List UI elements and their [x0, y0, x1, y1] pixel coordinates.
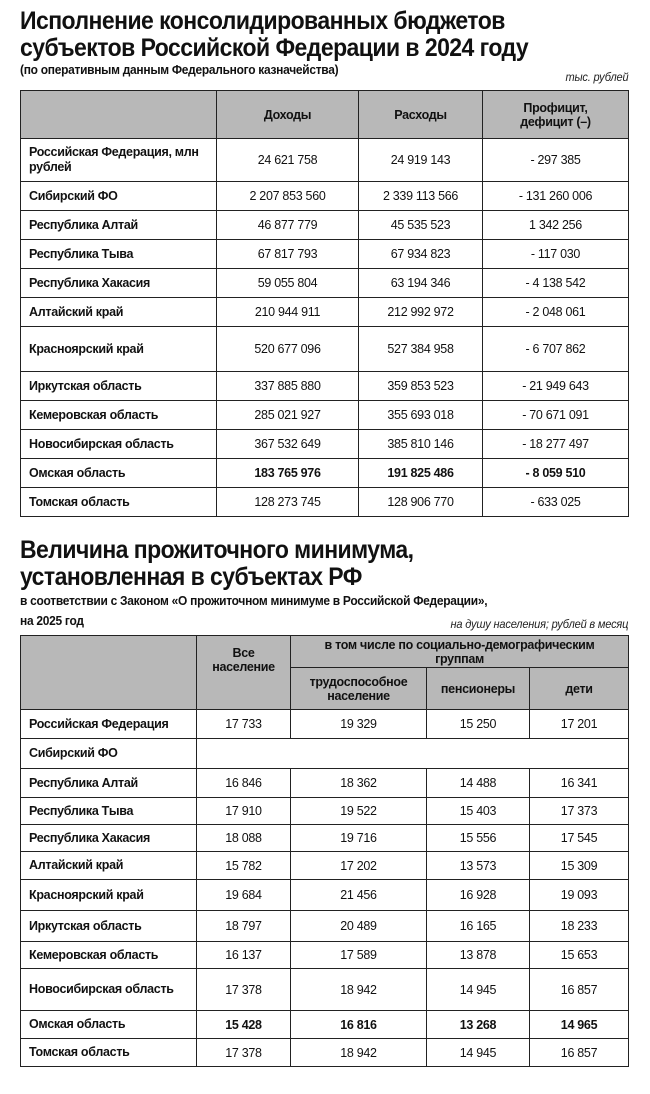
pensioners-cell: 16 928	[427, 880, 530, 911]
budget-row	[21, 401, 629, 430]
balance-cell: - 18 277 497	[483, 430, 629, 459]
region-cell: Республика Тыва	[21, 240, 217, 269]
children-cell: 16 857	[530, 1039, 629, 1067]
children-cell: 18 233	[530, 911, 629, 942]
region-cell: Сибирский ФО	[21, 182, 217, 211]
subsistence-row	[21, 911, 629, 942]
empty-group-cell	[197, 739, 629, 769]
income-cell: 183 765 976	[217, 459, 359, 488]
budget-title	[20, 8, 628, 62]
working-cell: 19 716	[291, 825, 427, 852]
expense-cell: 359 853 523	[359, 372, 483, 401]
subsistence-row	[21, 880, 629, 911]
children-cell: 14 965	[530, 1011, 629, 1039]
subsistence-title	[20, 537, 628, 593]
budget-row	[21, 298, 629, 327]
income-cell: 285 021 927	[217, 401, 359, 430]
budget-row	[21, 139, 629, 182]
all-population-cell: 17 910	[197, 798, 291, 825]
expense-cell: 355 693 018	[359, 401, 483, 430]
header-balance: Профицит, дефицит (–)	[483, 91, 629, 139]
region-cell: Республика Хакасия	[21, 269, 217, 298]
pensioners-cell: 15 556	[427, 825, 530, 852]
expense-cell: 191 825 486	[359, 459, 483, 488]
children-cell: 19 093	[530, 880, 629, 911]
subsistence-subtitle-line2: на 2025 год	[20, 613, 84, 628]
pensioners-cell: 14 488	[427, 769, 530, 798]
subsistence-section	[20, 537, 628, 1067]
region-cell: Республика Хакасия	[21, 825, 197, 852]
budget-row	[21, 182, 629, 211]
subsistence-row	[21, 1011, 629, 1039]
all-population-cell: 15 428	[197, 1011, 291, 1039]
region-cell: Кемеровская область	[21, 401, 217, 430]
pensioners-cell: 13 878	[427, 942, 530, 969]
balance-cell: - 297 385	[483, 139, 629, 182]
region-cell: Российская Федерация, млн рублей	[21, 139, 217, 182]
region-cell: Кемеровская область	[21, 942, 197, 969]
working-cell: 17 589	[291, 942, 427, 969]
balance-cell: - 21 949 643	[483, 372, 629, 401]
budget-section	[20, 8, 628, 517]
expense-cell: 527 384 958	[359, 327, 483, 372]
budget-row	[21, 430, 629, 459]
region-cell: Новосибирская область	[21, 430, 217, 459]
region-cell: Республика Алтай	[21, 769, 197, 798]
expense-cell: 63 194 346	[359, 269, 483, 298]
header-region	[21, 636, 197, 710]
balance-cell: - 6 707 862	[483, 327, 629, 372]
children-cell: 16 341	[530, 769, 629, 798]
region-cell: Иркутская область	[21, 911, 197, 942]
subsistence-title-line2: установленная в субъектах РФ	[20, 563, 362, 591]
header-group: в том числе по социально-демографическим группам	[291, 636, 629, 668]
expense-cell: 128 906 770	[359, 488, 483, 517]
subsistence-unit-label: на душу населения; рублей в месяц	[450, 617, 628, 631]
subsistence-row	[21, 1039, 629, 1067]
income-cell: 520 677 096	[217, 327, 359, 372]
all-population-cell: 15 782	[197, 852, 291, 880]
pensioners-cell: 14 945	[427, 1039, 530, 1067]
region-cell: Красноярский край	[21, 327, 217, 372]
income-cell: 367 532 649	[217, 430, 359, 459]
region-cell: Республика Алтай	[21, 211, 217, 240]
region-cell: Республика Тыва	[21, 798, 197, 825]
working-cell: 21 456	[291, 880, 427, 911]
balance-cell: - 117 030	[483, 240, 629, 269]
header-region	[21, 91, 217, 139]
balance-cell: - 8 059 510	[483, 459, 629, 488]
budget-unit-label: тыс. рублей	[565, 70, 628, 84]
children-cell: 17 201	[530, 710, 629, 739]
balance-cell: - 633 025	[483, 488, 629, 517]
children-cell: 15 309	[530, 852, 629, 880]
expense-cell: 67 934 823	[359, 240, 483, 269]
budget-row	[21, 327, 629, 372]
expense-cell: 212 992 972	[359, 298, 483, 327]
region-cell: Алтайский край	[21, 298, 217, 327]
expense-cell: 45 535 523	[359, 211, 483, 240]
header-income: Доходы	[217, 91, 359, 139]
children-cell: 17 373	[530, 798, 629, 825]
all-population-cell: 17 733	[197, 710, 291, 739]
budget-row	[21, 240, 629, 269]
region-cell: Иркутская область	[21, 372, 217, 401]
working-cell: 18 942	[291, 1039, 427, 1067]
region-cell: Алтайский край	[21, 852, 197, 880]
all-population-cell: 18 797	[197, 911, 291, 942]
income-cell: 128 273 745	[217, 488, 359, 517]
all-population-cell: 16 846	[197, 769, 291, 798]
pensioners-cell: 13 573	[427, 852, 530, 880]
pensioners-cell: 13 268	[427, 1011, 530, 1039]
subsistence-table	[20, 635, 629, 1067]
pensioners-cell: 15 250	[427, 710, 530, 739]
subsistence-row	[21, 969, 629, 1011]
subsistence-subtitle-line1: в соответствии с Законом «О прожиточном минимуме в Российской Федерации»,	[20, 593, 488, 608]
budget-row	[21, 459, 629, 488]
subsistence-row	[21, 825, 629, 852]
region-cell: Красноярский край	[21, 880, 197, 911]
header-expense: Расходы	[359, 91, 483, 139]
working-cell: 19 522	[291, 798, 427, 825]
budget-row	[21, 372, 629, 401]
all-population-cell: 18 088	[197, 825, 291, 852]
region-cell: Томская область	[21, 488, 217, 517]
income-cell: 67 817 793	[217, 240, 359, 269]
subsistence-row	[21, 942, 629, 969]
region-cell: Сибирский ФО	[21, 739, 197, 769]
expense-cell: 24 919 143	[359, 139, 483, 182]
region-cell: Томская область	[21, 1039, 197, 1067]
budget-title-line1: Исполнение консолидированных бюджетов	[20, 7, 505, 35]
children-cell: 15 653	[530, 942, 629, 969]
budget-title-line2: субъектов Российской Федерации в 2024 году	[20, 34, 529, 62]
balance-cell: - 2 048 061	[483, 298, 629, 327]
subsistence-title-line1: Величина прожиточного минимума,	[20, 536, 414, 564]
expense-cell: 385 810 146	[359, 430, 483, 459]
region-cell: Российская Федерация	[21, 710, 197, 739]
income-cell: 2 207 853 560	[217, 182, 359, 211]
budget-row	[21, 211, 629, 240]
all-population-cell: 16 137	[197, 942, 291, 969]
income-cell: 24 621 758	[217, 139, 359, 182]
region-cell: Омская область	[21, 459, 217, 488]
subsistence-row	[21, 798, 629, 825]
expense-cell: 2 339 113 566	[359, 182, 483, 211]
income-cell: 210 944 911	[217, 298, 359, 327]
pensioners-cell: 16 165	[427, 911, 530, 942]
working-cell: 17 202	[291, 852, 427, 880]
balance-cell: - 70 671 091	[483, 401, 629, 430]
budget-row	[21, 488, 629, 517]
header-pensioners: пенсионеры	[427, 668, 530, 710]
region-cell: Омская область	[21, 1011, 197, 1039]
balance-cell: 1 342 256	[483, 211, 629, 240]
children-cell: 16 857	[530, 969, 629, 1011]
children-cell: 17 545	[530, 825, 629, 852]
subsistence-row	[21, 852, 629, 880]
budget-table	[20, 90, 629, 517]
region-cell: Новосибирская область	[21, 969, 197, 1011]
income-cell: 337 885 880	[217, 372, 359, 401]
pensioners-cell: 14 945	[427, 969, 530, 1011]
working-cell: 19 329	[291, 710, 427, 739]
balance-cell: - 131 260 006	[483, 182, 629, 211]
header-working: трудоспособное население	[291, 668, 427, 710]
budget-row	[21, 269, 629, 298]
working-cell: 18 942	[291, 969, 427, 1011]
working-cell: 16 816	[291, 1011, 427, 1039]
all-population-cell: 17 378	[197, 1039, 291, 1067]
balance-cell: - 4 138 542	[483, 269, 629, 298]
pensioners-cell: 15 403	[427, 798, 530, 825]
subsistence-row	[21, 710, 629, 739]
all-population-cell: 17 378	[197, 969, 291, 1011]
working-cell: 20 489	[291, 911, 427, 942]
income-cell: 46 877 779	[217, 211, 359, 240]
subsistence-group-row	[21, 739, 629, 769]
header-children: дети	[530, 668, 629, 710]
subsistence-row	[21, 769, 629, 798]
income-cell: 59 055 804	[217, 269, 359, 298]
working-cell: 18 362	[291, 769, 427, 798]
header-all-population: Все население	[197, 636, 291, 710]
all-population-cell: 19 684	[197, 880, 291, 911]
budget-subtitle: (по оперативным данным Федерального казначейства)	[20, 62, 339, 77]
